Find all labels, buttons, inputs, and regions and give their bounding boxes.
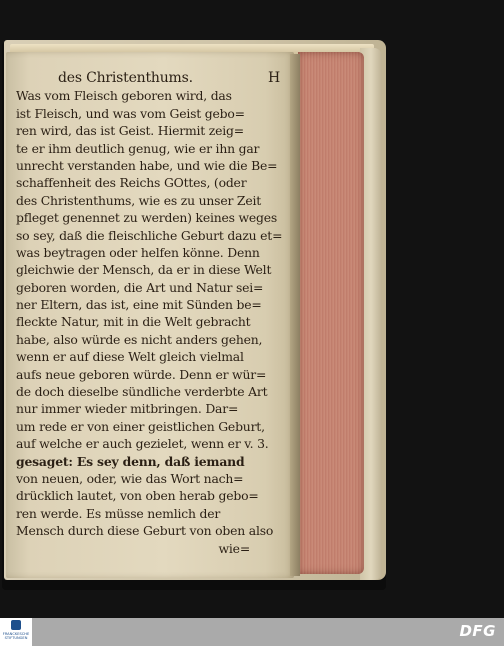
page-text [16,70,288,557]
catchword: wie= [218,540,250,556]
text-line: te er ihm deutlich genug, wie er ihn gar [16,140,260,156]
text-line: geboren worden, die Art und Natur sei= [16,279,264,295]
text-line: ren werde. Es müsse nemlich der [16,505,221,521]
institution-logo[interactable] [0,618,32,646]
running-title: des Christenthums. [58,70,193,86]
dfg-logo[interactable]: DFG [459,622,496,640]
text-line: fleckte Natur, mit in die Welt gebracht [16,314,251,330]
text-line: wenn er auf diese Welt gleich vielmal [16,349,244,365]
text-line: des Christenthums, wie es zu unser Zeit [16,192,261,208]
text-line: gesaget: Es sey denn, daß iemand [16,453,245,469]
text-line: gleichwie der Mensch, da er in diese Welt [16,262,272,278]
text-line: Was vom Fleisch geboren wird, das [16,88,232,104]
text-line: von neuen, oder, wie das Wort nach= [16,470,244,486]
logo-emblem-icon [11,620,21,630]
page-gutter [290,54,300,576]
text-line: habe, also würde es nicht anders gehen, [16,331,263,347]
text-line: ren wird, das ist Geist. Hiermit zeig= [16,123,244,139]
logo-text: FRANCKESCHE STIFTUNGEN [2,632,30,641]
text-line: aufs neue geboren würde. Denn er wür= [16,366,267,382]
text-line: pfleget genennet zu werden) keines weges [16,210,278,226]
text-line: schaffenheit des Reichs GOttes, (oder [16,175,247,191]
footer-bar [0,618,504,646]
text-line: de doch dieselbe sündliche verderbte Art [16,384,268,400]
text-line: was beytragen oder helfen könne. Denn [16,244,260,260]
text-line: um rede er von einer geistlichen Geburt, [16,418,265,434]
text-line: unrecht verstanden habe, und wie die Be= [16,157,278,173]
text-line: ist Fleisch, und was vom Geist gebo= [16,105,245,121]
page-fore-edge [298,52,364,574]
text-line: nur immer wieder mitbringen. Dar= [16,401,239,417]
text-line: ner Eltern, das ist, eine mit Sünden be= [16,297,262,313]
running-header [58,70,280,87]
text-line: drücklich lautet, von oben herab gebo= [16,488,259,504]
text-line: auf welche er auch gezielet, wenn er v. 3. [16,436,269,452]
text-line: so sey, daß die fleischliche Geburt dazu et= [16,227,283,243]
text-line: Mensch durch diese Geburt von oben also [16,523,274,539]
page-number: H [267,70,280,86]
